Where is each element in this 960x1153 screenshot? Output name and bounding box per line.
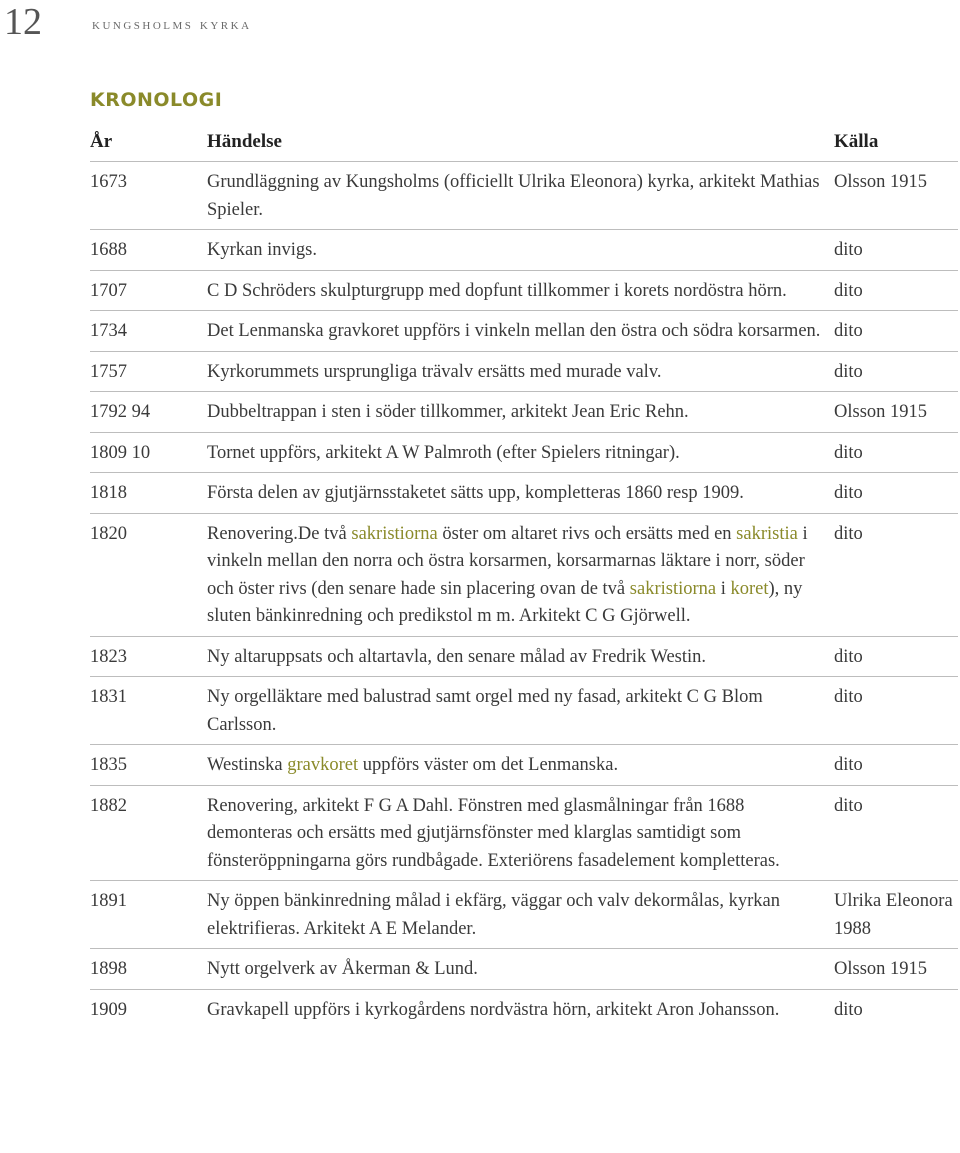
row-year: 1792 94 [90, 402, 151, 422]
table-row [90, 432, 958, 473]
table-row [90, 989, 958, 1030]
row-source: dito [834, 483, 863, 503]
row-year: 1734 [90, 321, 127, 341]
event-text: Det Lenmanska gravkoret uppförs i vinkeln mellan den östra och södra korsarmen. [207, 321, 821, 341]
event-text: Nytt orgelverk av Åkerman & Lund. [207, 959, 478, 979]
row-source: Olsson 1915 [834, 959, 928, 979]
row-source: dito [834, 321, 863, 341]
table-row [90, 472, 958, 513]
row-event [207, 278, 834, 306]
event-text: Ny öppen bänkinredning målad i ekfärg, väggar och valv dekormålas, kyrkan elektrifieras. Arkitekt A E Melander. [207, 891, 780, 939]
table-body [90, 162, 958, 1029]
row-year: 1688 [90, 240, 127, 260]
row-event [207, 644, 834, 672]
row-event [207, 956, 834, 984]
event-text: ), ny sluten bänkinredning och predikstol m m. Arkitekt C G Gjörwell. [207, 578, 803, 626]
row-year: 1818 [90, 483, 127, 503]
row-source: dito [834, 795, 863, 816]
event-text: Grundläggning av Kungsholms (officiellt Ulrika Eleonora) kyrka, arkitekt Mathias Spieler. [207, 172, 820, 220]
event-text: i vinkeln mellan den norra och östra korsarmen, korsarmarnas läktare i norr, söder och öster rivs (den senare hade sin placering ovan de två [207, 523, 808, 599]
row-event [207, 480, 834, 508]
table-row [90, 513, 958, 636]
row-event [207, 752, 834, 780]
chronology-table [90, 122, 958, 1029]
event-text: Renovering, arkitekt F G A Dahl. Fönstren med glasmålningar från 1688 demonteras och ersätts med gjutjärnsfönster med klarglas samtidigt som fönsteröppningarna görs rundbågade. Exteriörens fasadelement kompletteras. [207, 795, 780, 871]
row-year: 1707 [90, 280, 127, 301]
event-text: i [716, 578, 731, 599]
row-year: 1882 [90, 795, 127, 816]
row-source: dito [834, 523, 863, 544]
table-row [90, 162, 958, 229]
table-row [90, 270, 958, 311]
row-source: dito [834, 687, 863, 707]
event-text: Tornet uppförs, arkitekt A W Palmroth (efter Spielers ritningar). [207, 442, 680, 463]
event-text: Ny altaruppsats och altartavla, den senare målad av Fredrik Westin. [207, 646, 707, 667]
event-text: uppförs väster om det Lenmanska. [358, 755, 619, 775]
row-event [207, 888, 834, 943]
table-row [90, 229, 958, 270]
event-text: C D Schröders skulpturgrupp med dopfunt tillkommer i korets nordöstra hörn. [207, 280, 787, 301]
event-text: Kyrkan invigs. [207, 240, 317, 260]
row-year: 1891 [90, 891, 127, 911]
table-row [90, 636, 958, 677]
row-event [207, 440, 834, 468]
row-event [207, 521, 834, 631]
table-header [90, 122, 958, 162]
table-row [90, 310, 958, 351]
table-row [90, 676, 958, 744]
event-text: Gravkapell uppförs i kyrkogårdens nordvästra hörn, arkitekt Aron Johansson. [207, 999, 780, 1020]
header-event: Händelse [207, 131, 282, 152]
table-row [90, 351, 958, 392]
event-text: öster om altaret rivs och ersätts med en [437, 523, 737, 544]
event-text: Dubbeltrappan i sten i söder tillkommer, arkitekt Jean Eric Rehn. [207, 402, 689, 422]
row-source: dito [834, 646, 863, 667]
row-year: 1809 10 [90, 442, 151, 463]
row-source: dito [834, 999, 863, 1020]
event-text: Ny orgelläktare med balustrad samt orgel med ny fasad, arkitekt C G Blom Carlsson. [207, 687, 763, 735]
row-event [207, 997, 834, 1025]
row-year: 1831 [90, 687, 127, 707]
highlighted-term: sakristiorna [629, 578, 717, 599]
row-year: 1898 [90, 959, 127, 979]
page-number: 12 [4, 1, 42, 43]
row-source: dito [834, 280, 863, 301]
highlighted-term: gravkoret [287, 755, 359, 775]
row-year: 1757 [90, 361, 127, 382]
table-row [90, 744, 958, 785]
highlighted-term: koret [730, 578, 769, 599]
row-source: dito [834, 442, 863, 463]
row-year: 1673 [90, 172, 127, 192]
row-year: 1823 [90, 646, 127, 667]
highlighted-term: sakristia [736, 523, 798, 544]
event-text: Westinska [207, 755, 288, 775]
row-event [207, 359, 834, 387]
table-row [90, 391, 958, 432]
event-text: Renovering.De två [207, 523, 352, 544]
running-head: kungsholms kyrka [92, 16, 252, 33]
row-source: dito [834, 755, 863, 775]
row-source: Olsson 1915 [834, 172, 928, 192]
row-source: Ulrika Eleonora 1988 [834, 891, 953, 939]
table-row [90, 880, 958, 948]
section-title: KRONOLOGI [90, 89, 223, 111]
row-year: 1820 [90, 523, 127, 544]
header-year: År [90, 131, 113, 152]
event-text: Kyrkorummets ursprungliga trävalv ersätts med murade valv. [207, 361, 662, 382]
header-source: Källa [834, 131, 879, 152]
row-event [207, 169, 834, 224]
row-event [207, 399, 834, 427]
event-text: Första delen av gjutjärnsstaketet sätts upp, kompletteras 1860 resp 1909. [207, 483, 744, 503]
row-event [207, 684, 834, 739]
row-source: dito [834, 361, 863, 382]
row-year: 1909 [90, 999, 127, 1020]
row-event [207, 237, 834, 265]
row-event [207, 318, 834, 346]
highlighted-term: sakristiorna [351, 523, 438, 544]
row-source: dito [834, 240, 863, 260]
table-row [90, 948, 958, 989]
row-source: Olsson 1915 [834, 402, 928, 422]
table-row [90, 785, 958, 881]
row-year: 1835 [90, 755, 127, 775]
row-event [207, 793, 834, 876]
